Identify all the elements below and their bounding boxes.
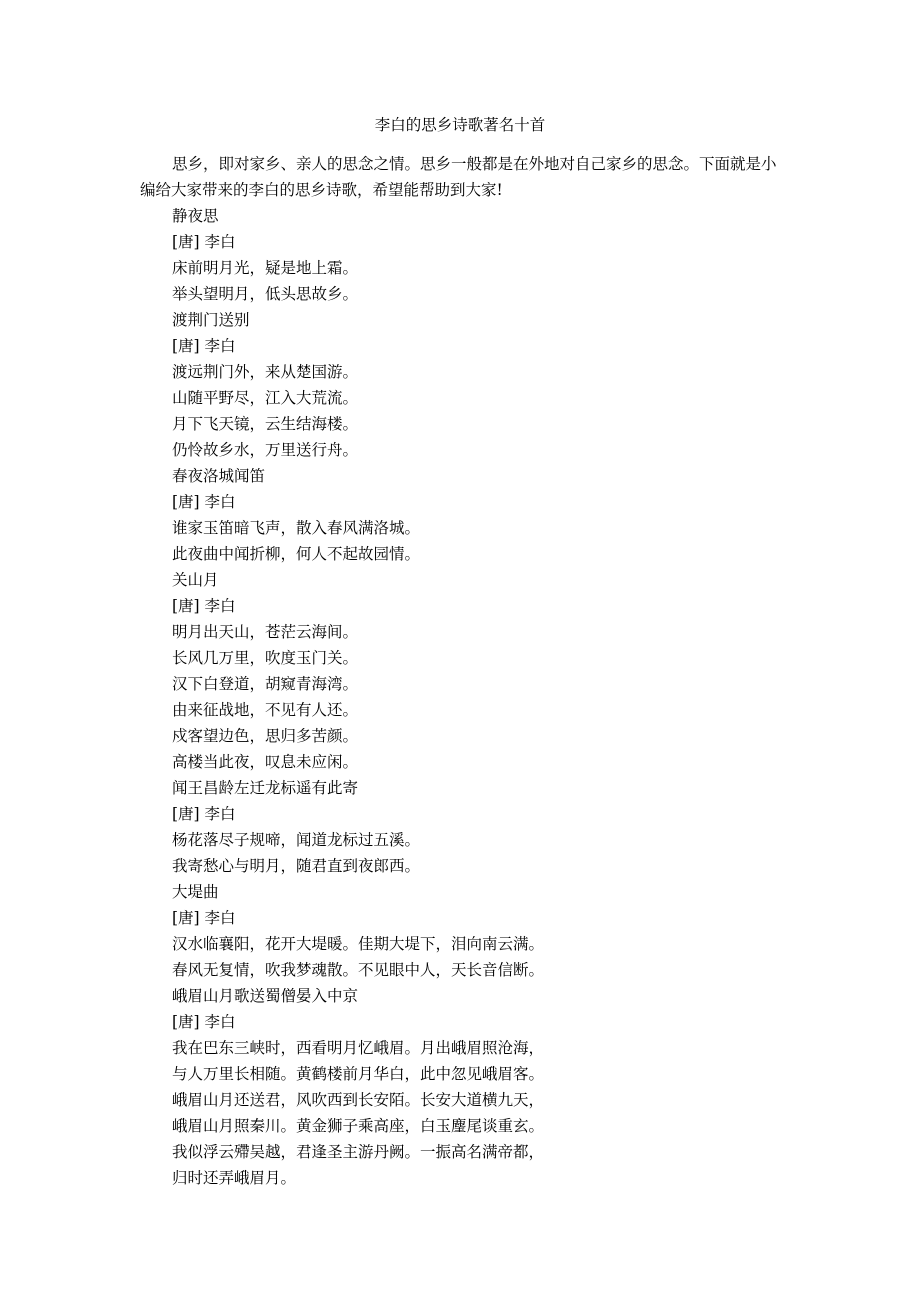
poem-line: 汉水临襄阳，花开大堤暖。佳期大堤下，泪向南云满。 (172, 935, 545, 953)
poem-line: 关山月 (172, 571, 219, 589)
document-title: 李白的思乡诗歌著名十首 (374, 116, 546, 134)
poem-line: 高楼当此夜，叹息未应闲。 (172, 753, 359, 771)
poem-line: 大堤曲 (172, 883, 219, 901)
poem-line: [唐] 李白 (172, 805, 236, 823)
poem-line: 静夜思 (172, 207, 219, 225)
poem-line: 月下飞天镜，云生结海楼。 (172, 415, 359, 433)
poem-line: 春风无复情，吹我梦魂散。不见眼中人，天长音信断。 (172, 961, 545, 979)
poem-line: 山随平野尽，江入大荒流。 (172, 389, 359, 407)
poem-line: 由来征战地，不见有人还。 (172, 701, 359, 719)
poem-line: 此夜曲中闻折柳，何人不起故园情。 (172, 545, 421, 563)
poem-line: [唐] 李白 (172, 909, 236, 927)
poem-line: [唐] 李白 (172, 337, 236, 355)
poem-line: 峨眉山月还送君，风吹西到长安陌。长安大道横九天， (172, 1091, 545, 1109)
poem-line: 渡荆门送别 (172, 311, 250, 329)
poem-line: 床前明月光，疑是地上霜。 (172, 259, 359, 277)
poem-line: [唐] 李白 (172, 493, 236, 511)
poem-line: 我似浮云殢吴越，君逢圣主游丹阙。一振高名满帝都， (172, 1143, 545, 1161)
poem-line: 归时还弄峨眉月。 (172, 1169, 297, 1187)
poem-line: [唐] 李白 (172, 233, 236, 251)
poem-line: 戍客望边色，思归多苦颜。 (172, 727, 359, 745)
poem-line: [唐] 李白 (172, 597, 236, 615)
poem-line: 杨花落尽子规啼，闻道龙标过五溪。 (172, 831, 421, 849)
intro-paragraph: 思乡，即对家乡、亲人的思念之情。思乡一般都是在外地对自己家乡的思念。下面就是小编给大家带来的李白的思乡诗歌，希望能帮助到大家! (140, 155, 777, 199)
poem-body (172, 203, 792, 1191)
poem-line: 谁家玉笛暗飞声，散入春风满洛城。 (172, 519, 421, 537)
poem-line: 仍怜故乡水，万里送行舟。 (172, 441, 359, 459)
poem-line: 举头望明月，低头思故乡。 (172, 285, 359, 303)
poem-line: 峨眉山月照秦川。黄金狮子乘高座，白玉麈尾谈重玄。 (172, 1117, 545, 1135)
poem-line: 峨眉山月歌送蜀僧晏入中京 (172, 987, 359, 1005)
poem-line: 我在巴东三峡时，西看明月忆峨眉。月出峨眉照沧海， (172, 1039, 545, 1057)
poem-line: 与人万里长相随。黄鹤楼前月华白，此中忽见峨眉客。 (172, 1065, 545, 1083)
poem-line: 汉下白登道，胡窥青海湾。 (172, 675, 359, 693)
poem-line: 渡远荆门外，来从楚国游。 (172, 363, 359, 381)
poem-line: 春夜洛城闻笛 (172, 467, 266, 485)
poem-line: [唐] 李白 (172, 1013, 236, 1031)
poem-line: 我寄愁心与明月，随君直到夜郎西。 (172, 857, 421, 875)
poem-line: 长风几万里，吹度玉门关。 (172, 649, 359, 667)
poem-line: 明月出天山，苍茫云海间。 (172, 623, 359, 641)
poem-line: 闻王昌龄左迁龙标遥有此寄 (172, 779, 359, 797)
